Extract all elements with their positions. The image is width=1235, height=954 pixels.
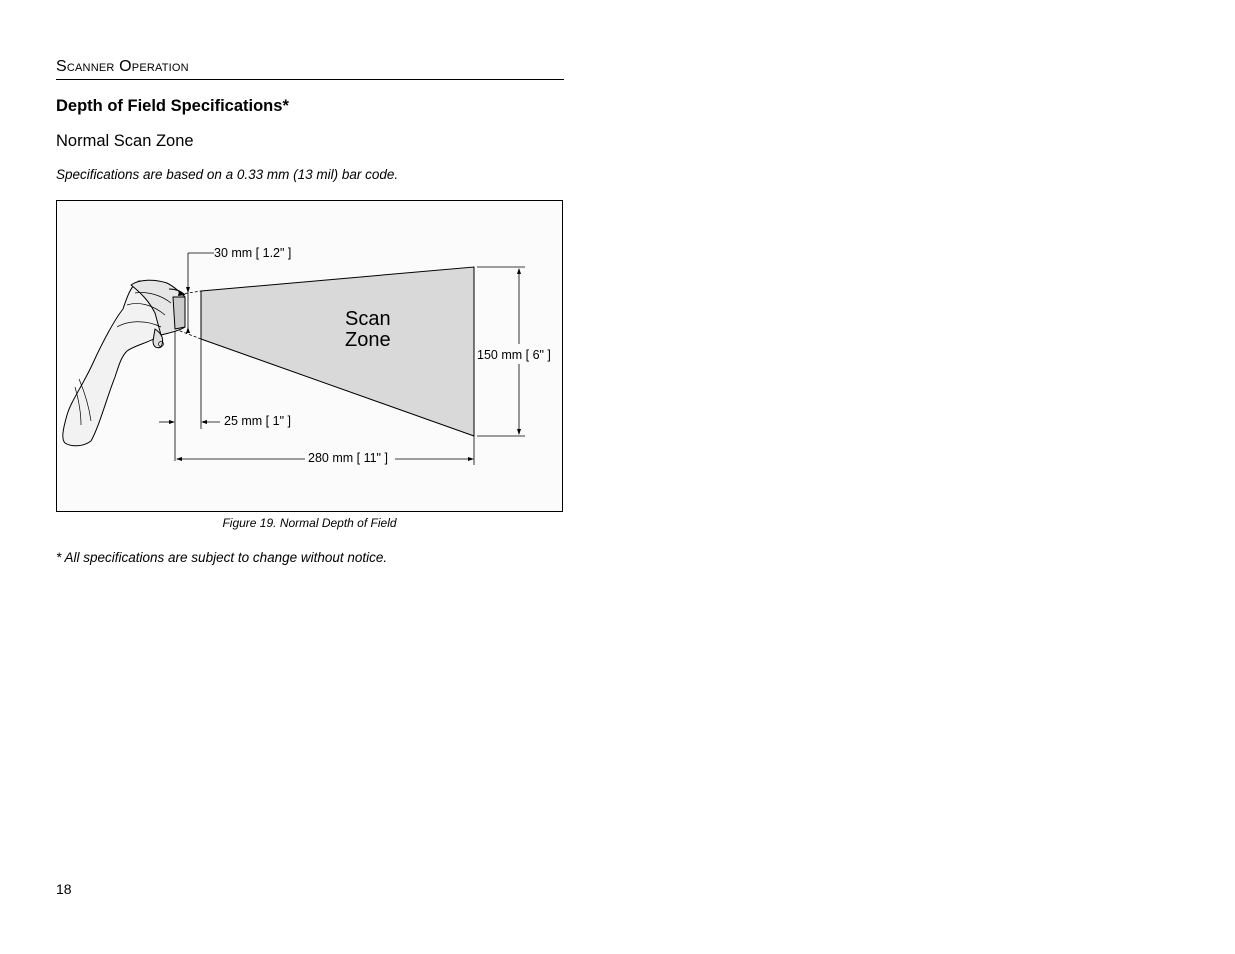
zone-height-label: 150 mm [ 6" ] [477, 348, 551, 362]
window-width-label: 30 mm [ 1.2" ] [214, 246, 292, 260]
window-dim-arrow-top [186, 287, 190, 293]
near-dim-right-arrowhead [201, 420, 207, 424]
subheading: Normal Scan Zone [56, 132, 194, 150]
section-header: Scanner Operation [56, 57, 564, 80]
near-distance-label: 25 mm [ 1" ] [224, 414, 291, 428]
page-heading: Depth of Field Specifications* [56, 97, 289, 115]
spec-note: Specifications are based on a 0.33 mm (13 mil) bar code. [56, 167, 399, 182]
depth-of-field-figure [56, 200, 563, 512]
window-dim-arrow-bottom [186, 327, 190, 333]
footnote: * All specifications are subject to change without notice. [56, 550, 388, 565]
height-dim-arrow-bottom [517, 429, 521, 435]
height-dim-arrow-top [517, 268, 521, 274]
far-distance-label: 280 mm [ 11" ] [308, 451, 388, 465]
far-dim-arrow-right [468, 457, 474, 461]
scan-zone-label-line1: Scan [345, 308, 391, 330]
scanner-window [173, 297, 185, 329]
page-number: 18 [56, 881, 72, 897]
far-dim-arrow-left [176, 457, 182, 461]
scan-zone-shape [201, 267, 474, 436]
scan-zone-label-line2: Zone [345, 329, 391, 351]
figure-caption: Figure 19. Normal Depth of Field [222, 516, 397, 530]
near-dim-left-arrowhead [169, 420, 175, 424]
